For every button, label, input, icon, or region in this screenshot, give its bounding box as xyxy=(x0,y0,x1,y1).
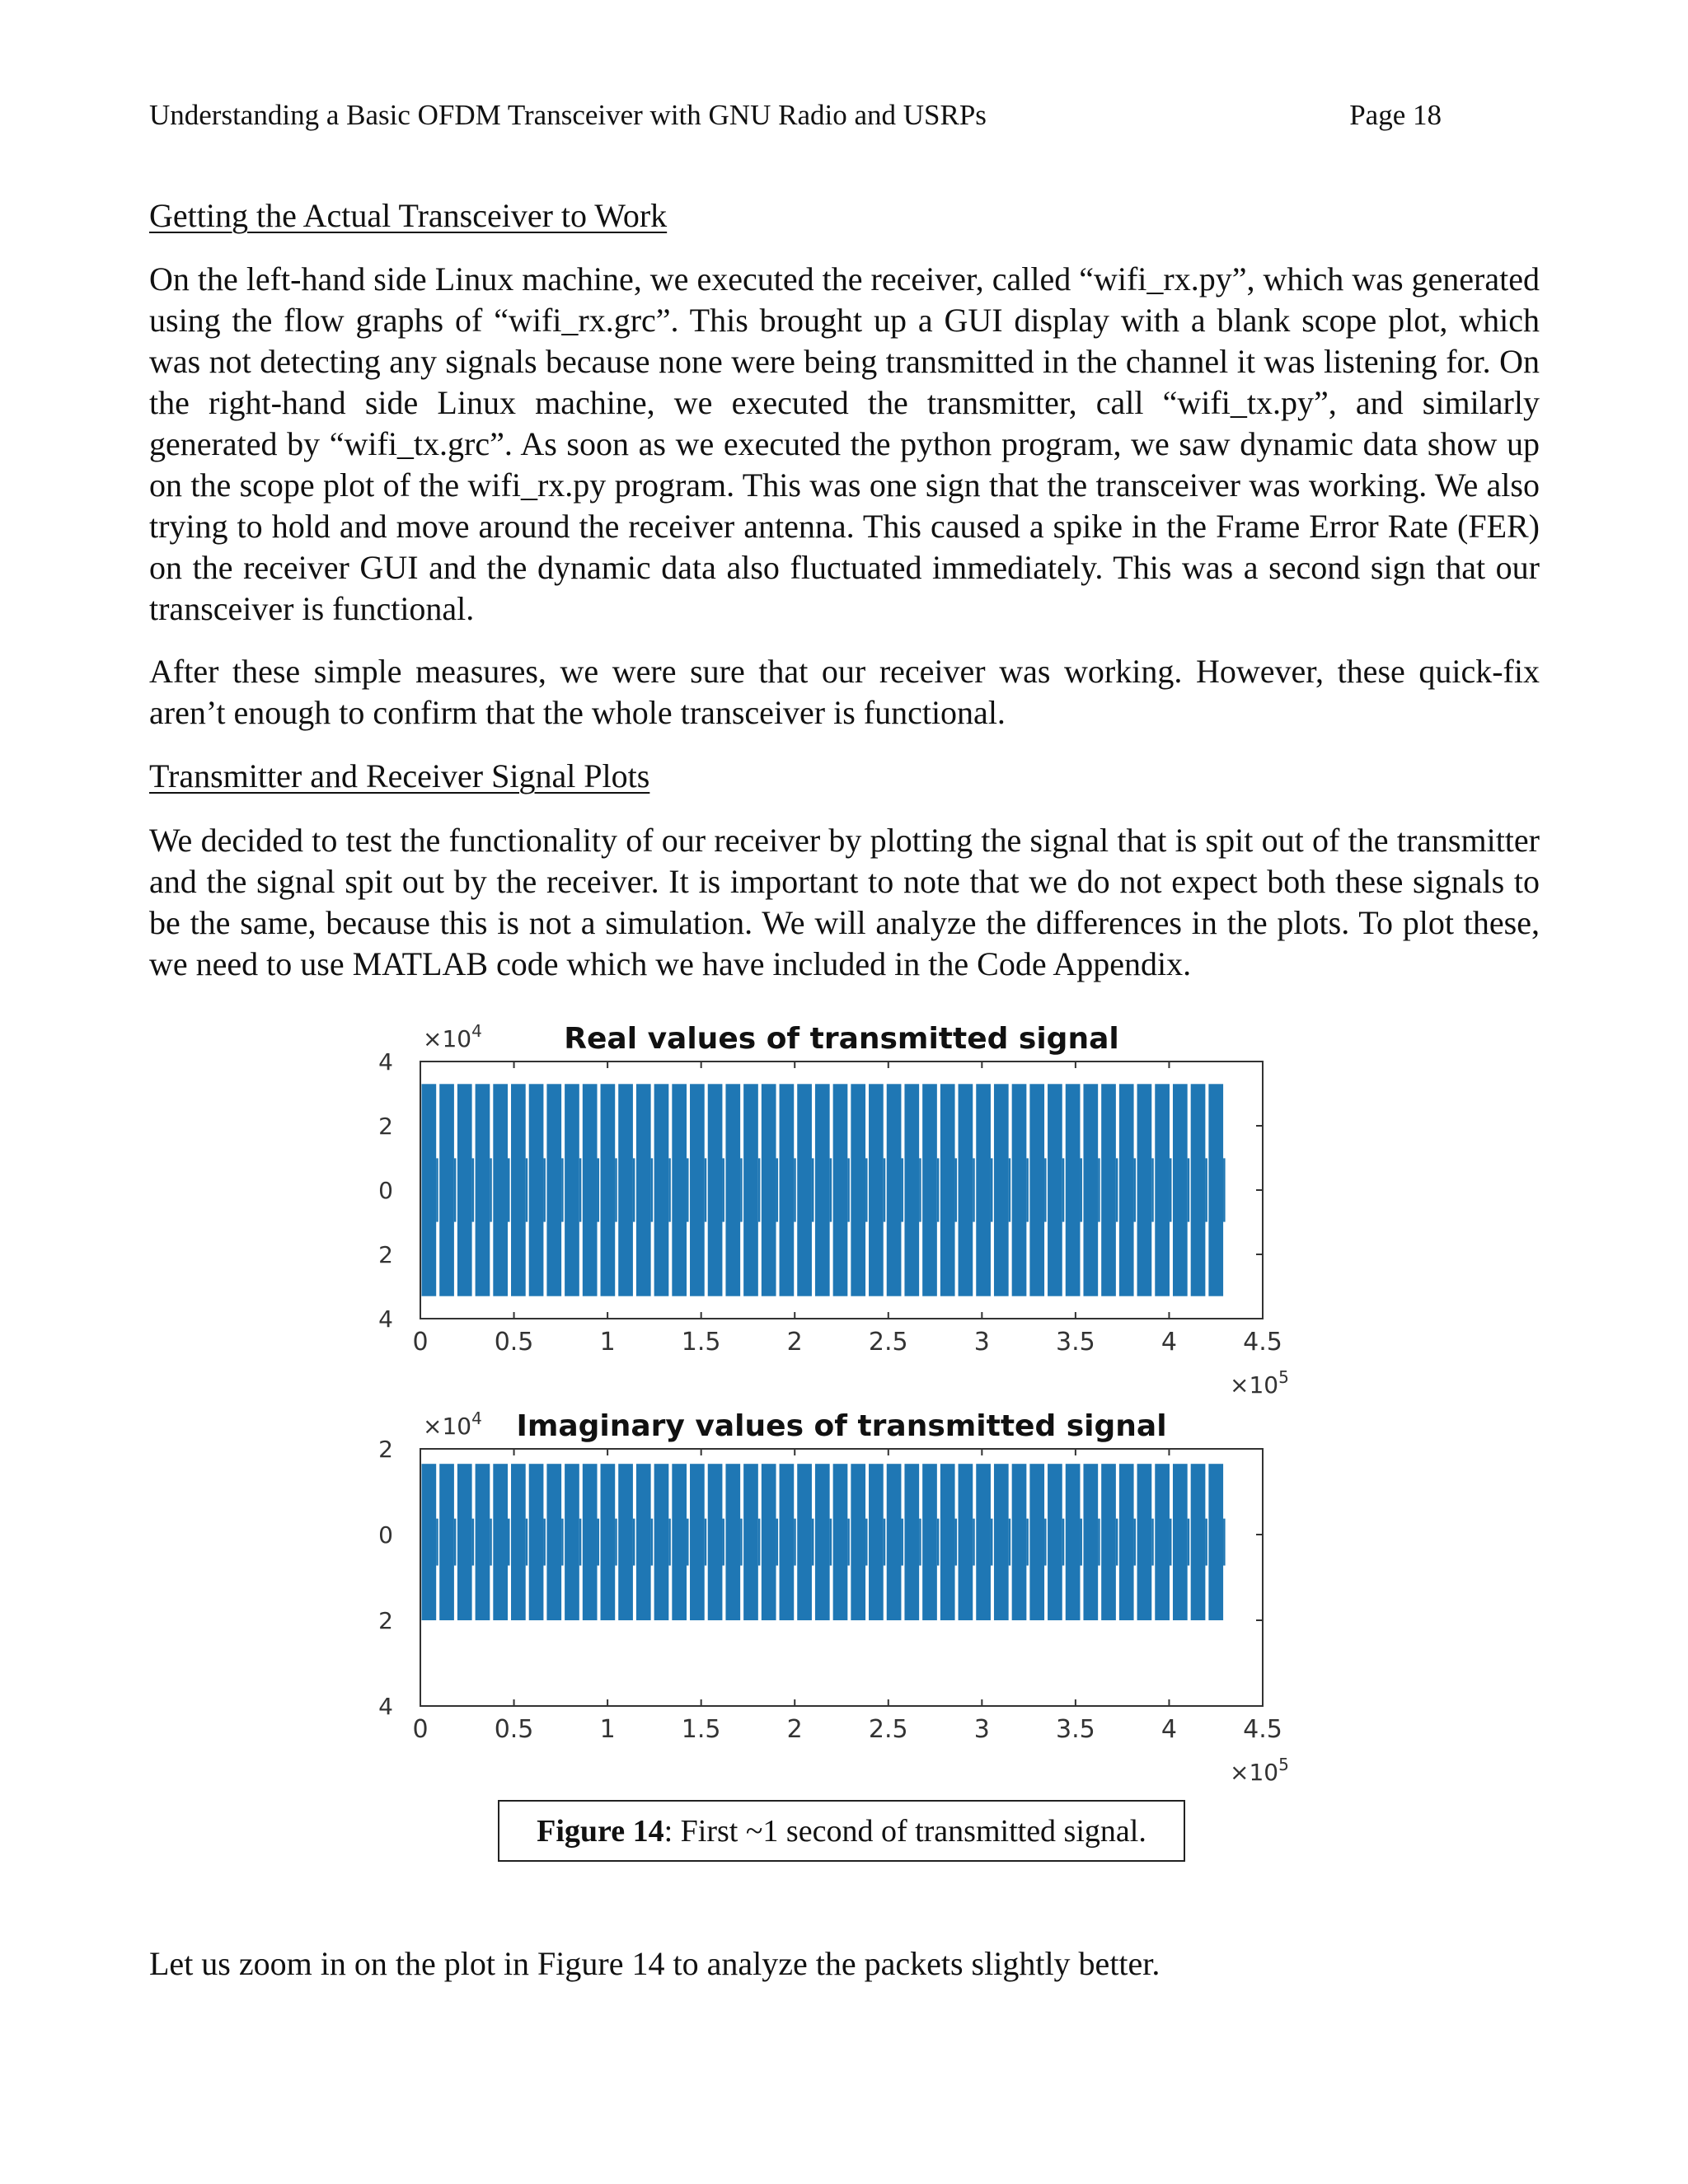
signal-packet-link xyxy=(1205,1158,1207,1221)
signal-packet-link xyxy=(776,1158,779,1221)
x-tick-label: 4.5 xyxy=(1243,1328,1282,1357)
chart-svg xyxy=(363,1397,1294,1784)
x-tick-label: 2 xyxy=(786,1328,803,1357)
signal-packet xyxy=(797,1464,812,1620)
signal-packet-link xyxy=(847,1519,850,1566)
signal-packet-link xyxy=(1026,1158,1029,1221)
signal-packet-link xyxy=(508,1519,510,1566)
signal-packet-link xyxy=(705,1519,707,1566)
y-tick-label: 0 xyxy=(378,1521,393,1549)
signal-packet xyxy=(511,1464,526,1620)
signal-packet-link xyxy=(668,1158,671,1221)
signal-packet xyxy=(565,1464,579,1620)
signal-packet xyxy=(1137,1084,1152,1296)
signal-packet xyxy=(922,1084,937,1296)
header-title: Understanding a Basic OFDM Transceiver with GNU Radio and USRPs xyxy=(149,99,987,131)
signal-packet xyxy=(887,1084,902,1296)
signal-packet-link xyxy=(1205,1519,1207,1566)
signal-packet-link xyxy=(615,1158,617,1221)
signal-packet xyxy=(1066,1084,1081,1296)
signal-packet-link xyxy=(508,1158,510,1221)
signal-packet-link xyxy=(1044,1158,1047,1221)
signal-packet-link xyxy=(1223,1158,1226,1221)
signal-packet xyxy=(1083,1464,1098,1620)
y-tick-label: 2 xyxy=(378,1607,393,1634)
signal-packet xyxy=(1173,1084,1188,1296)
signal-packet-link xyxy=(561,1519,564,1566)
signal-packet-link xyxy=(884,1519,886,1566)
signal-packet-link xyxy=(919,1519,921,1566)
signal-packet xyxy=(780,1084,795,1296)
x-tick-label: 4 xyxy=(1160,1715,1177,1744)
signal-packet xyxy=(815,1084,830,1296)
signal-packet-link xyxy=(865,1158,868,1221)
signal-packet-link xyxy=(1151,1519,1154,1566)
signal-packet xyxy=(959,1084,973,1296)
signal-packet xyxy=(1048,1084,1062,1296)
signal-packet xyxy=(887,1464,902,1620)
signal-packet xyxy=(546,1084,561,1296)
signal-packet xyxy=(1208,1084,1223,1296)
x-tick-label: 3 xyxy=(973,1328,990,1357)
signal-packet-link xyxy=(740,1519,743,1566)
signal-packet-link xyxy=(1080,1519,1082,1566)
signal-packet xyxy=(708,1084,723,1296)
signal-packet xyxy=(743,1464,758,1620)
signal-packet-link xyxy=(1170,1158,1172,1221)
y-multiplier: $\times 10^4$ xyxy=(423,1408,482,1440)
signal-packet-link xyxy=(543,1158,546,1221)
section-heading-transceiver: Getting the Actual Transceiver to Work xyxy=(149,197,668,234)
page-number: Page 18 xyxy=(1349,99,1442,131)
signal-packet-link xyxy=(1134,1519,1137,1566)
signal-packet-link xyxy=(526,1519,528,1566)
signal-packet-link xyxy=(633,1519,635,1566)
signal-packet xyxy=(762,1464,776,1620)
signal-packet-link xyxy=(615,1519,617,1566)
signal-packet-link xyxy=(1134,1158,1137,1221)
signal-packet xyxy=(654,1464,669,1620)
signal-packet-link xyxy=(722,1519,724,1566)
signal-packet xyxy=(601,1084,616,1296)
signal-packet xyxy=(1155,1084,1170,1296)
signal-packet xyxy=(493,1084,508,1296)
signal-packet-link xyxy=(937,1519,940,1566)
signal-packet xyxy=(1083,1084,1098,1296)
signal-packet xyxy=(851,1464,865,1620)
page-header xyxy=(149,99,1442,132)
signal-packet xyxy=(1191,1084,1206,1296)
signal-packet-link xyxy=(1098,1158,1100,1221)
signal-packet-link xyxy=(758,1158,761,1221)
signal-packet-link xyxy=(955,1158,958,1221)
signal-packet-link xyxy=(651,1519,654,1566)
x-tick-label: 2.5 xyxy=(868,1715,908,1744)
signal-packet xyxy=(833,1464,848,1620)
signal-packet xyxy=(833,1084,848,1296)
signal-packet-link xyxy=(901,1158,903,1221)
x-tick-label: 2 xyxy=(786,1715,803,1744)
signal-packet xyxy=(439,1464,454,1620)
x-tick-label: 0 xyxy=(412,1328,429,1357)
signal-packet-link xyxy=(1188,1519,1190,1566)
signal-packet-link xyxy=(722,1158,724,1221)
signal-packet-link xyxy=(955,1519,958,1566)
chart-svg xyxy=(363,1010,1294,1397)
signal-packet xyxy=(1191,1464,1206,1620)
signal-packet-link xyxy=(830,1158,832,1221)
y-tick-label: 2 xyxy=(378,1436,393,1463)
signal-packet xyxy=(1029,1084,1044,1296)
x-tick-label: 4.5 xyxy=(1243,1715,1282,1744)
signal-packet xyxy=(797,1084,812,1296)
chart-imaginary-values xyxy=(363,1397,1294,1784)
signal-packet xyxy=(618,1464,633,1620)
signal-packet-link xyxy=(937,1158,940,1221)
signal-packet-link xyxy=(1151,1158,1154,1221)
signal-packet-link xyxy=(687,1158,689,1221)
signal-packet xyxy=(922,1464,937,1620)
y-tick-label: 2 xyxy=(378,1241,393,1268)
signal-packet-link xyxy=(865,1519,868,1566)
x-tick-label: 1.5 xyxy=(681,1328,721,1357)
paragraph-transceiver: On the left-hand side Linux machine, we executed the receiver, called “wifi_rx.py”, which was generated using the flow graphs of “wifi_rx.grc”. This brought up a GUI display with a blank scope plot, which was not detecting any signals because none were being transmitted in the channel it was listening for. On the right-hand side Linux machine, we executed the transmitter, call “wifi_tx.py”, and similarly generated by “wifi_tx.grc”. As soon as we executed the python program, we saw dynamic data show up on the scope plot of the wifi_rx.py program. This was one sign that the transceiver was working. We also trying to hold and move around the receiver antenna. This caused a spike in the Frame Error Rate (FER) on the receiver GUI and the dynamic data also fluctuated immediately. This was a second sign that our transceiver is functional. xyxy=(149,260,1540,627)
signal-packet xyxy=(1137,1464,1152,1620)
signal-packet xyxy=(1029,1464,1044,1620)
signal-packet xyxy=(869,1084,884,1296)
x-multiplier: $\times 10^5$ xyxy=(1230,1755,1289,1786)
signal-packet xyxy=(725,1084,740,1296)
signal-packet-link xyxy=(991,1519,993,1566)
signal-packet-link xyxy=(1062,1158,1065,1221)
x-tick-label: 1 xyxy=(599,1715,616,1744)
signal-packet-link xyxy=(705,1158,707,1221)
signal-packet-link xyxy=(490,1158,492,1221)
signal-packet-link xyxy=(436,1519,438,1566)
signal-packet xyxy=(601,1464,616,1620)
figure-caption-text: : First ~1 second of transmitted signal. xyxy=(663,1813,1146,1849)
signal-packet-link xyxy=(579,1519,582,1566)
signal-packet-link xyxy=(847,1158,850,1221)
signal-packet xyxy=(529,1464,544,1620)
signal-packet-link xyxy=(973,1158,975,1221)
x-multiplier: $\times 10^5$ xyxy=(1230,1367,1289,1399)
x-tick-label: 0.5 xyxy=(494,1715,534,1744)
signal-packet xyxy=(1173,1464,1188,1620)
signal-packet-link xyxy=(1116,1158,1118,1221)
signal-packet-link xyxy=(687,1519,689,1566)
signal-packet xyxy=(959,1464,973,1620)
figure-caption xyxy=(498,1800,1185,1862)
signal-packet-link xyxy=(1170,1519,1172,1566)
signal-packet-link xyxy=(543,1519,546,1566)
signal-packet-link xyxy=(973,1519,975,1566)
signal-packet xyxy=(904,1464,919,1620)
signal-packet-link xyxy=(830,1519,832,1566)
x-tick-label: 3.5 xyxy=(1056,1715,1095,1744)
x-tick-label: 0 xyxy=(412,1715,429,1744)
signal-packet xyxy=(1155,1464,1170,1620)
signal-packet xyxy=(529,1084,544,1296)
signal-packet-link xyxy=(436,1158,438,1221)
signal-packet xyxy=(583,1084,598,1296)
signal-packet xyxy=(994,1464,1009,1620)
figure-label: Figure 14 xyxy=(537,1813,664,1849)
signal-packet xyxy=(1208,1464,1223,1620)
signal-packet xyxy=(869,1464,884,1620)
signal-packet-link xyxy=(1009,1158,1011,1221)
signal-packet xyxy=(1119,1464,1134,1620)
signal-packet-link xyxy=(740,1158,743,1221)
signal-packet xyxy=(1101,1464,1116,1620)
signal-packet xyxy=(815,1464,830,1620)
signal-packet-link xyxy=(758,1519,761,1566)
signal-packet-link xyxy=(579,1158,582,1221)
signal-packet xyxy=(1048,1464,1062,1620)
x-tick-label: 3 xyxy=(973,1715,990,1744)
y-multiplier: $\times 10^4$ xyxy=(423,1021,482,1052)
signal-packet xyxy=(476,1084,490,1296)
signal-packet xyxy=(851,1084,865,1296)
signal-packet xyxy=(583,1464,598,1620)
signal-packet-link xyxy=(794,1519,796,1566)
signal-packet xyxy=(654,1084,669,1296)
signal-packet xyxy=(493,1464,508,1620)
signal-packet xyxy=(904,1084,919,1296)
signal-packet xyxy=(762,1084,776,1296)
signal-packet xyxy=(672,1084,687,1296)
signal-packet xyxy=(976,1084,991,1296)
signal-packet-link xyxy=(454,1519,457,1566)
y-tick-label: 4 xyxy=(378,1305,393,1333)
y-tick-label: 0 xyxy=(378,1177,393,1204)
signal-packet-link xyxy=(794,1158,796,1221)
chart-title: Imaginary values of transmitted signal xyxy=(516,1409,1167,1443)
signal-packet-link xyxy=(776,1519,779,1566)
signal-packet xyxy=(725,1464,740,1620)
signal-packet xyxy=(476,1464,490,1620)
signal-packet xyxy=(1012,1464,1027,1620)
signal-packet xyxy=(976,1464,991,1620)
signal-packet xyxy=(940,1464,955,1620)
x-tick-label: 4 xyxy=(1160,1328,1177,1357)
signal-packet xyxy=(1119,1084,1134,1296)
signal-packet-link xyxy=(812,1519,814,1566)
signal-packet xyxy=(457,1084,472,1296)
x-tick-label: 3.5 xyxy=(1056,1328,1095,1357)
chart-real-values xyxy=(363,1010,1294,1397)
signal-packet-link xyxy=(1223,1519,1226,1566)
x-tick-label: 2.5 xyxy=(868,1328,908,1357)
signal-packet-link xyxy=(472,1519,475,1566)
signal-packet-link xyxy=(668,1519,671,1566)
signal-packet-link xyxy=(1044,1519,1047,1566)
signal-packet xyxy=(994,1084,1009,1296)
x-tick-label: 0.5 xyxy=(494,1328,534,1357)
signal-packet-link xyxy=(1009,1519,1011,1566)
signal-packet xyxy=(1101,1084,1116,1296)
signal-packet xyxy=(690,1084,705,1296)
paragraph-measures: After these simple measures, we were sure that our receiver was working. However, these quick-fix aren’t enough to confirm that the whole transceiver is functional. xyxy=(149,653,1540,731)
paragraph-signal-plots: We decided to test the functionality of our receiver by plotting the signal that is spit out of the transmitter and the signal spit out by the receiver. It is important to note that we do not expect both these signals to be the same, because this is not a simulation. We will analyze the differences in the plots. To plot these, we need to use MATLAB code which we have included in the Code Appendix. xyxy=(149,822,1540,982)
signal-packet xyxy=(672,1464,687,1620)
signal-packet-link xyxy=(884,1158,886,1221)
signal-packet xyxy=(940,1084,955,1296)
signal-packet xyxy=(780,1464,795,1620)
section-heading-signal-plots: Transmitter and Receiver Signal Plots xyxy=(149,757,650,794)
signal-packet xyxy=(565,1084,579,1296)
signal-packet-link xyxy=(1026,1519,1029,1566)
signal-packet xyxy=(636,1464,651,1620)
signal-packet xyxy=(511,1084,526,1296)
paragraph-closing: Let us zoom in on the plot in Figure 14 to analyze the packets slightly better. xyxy=(149,1945,1160,1982)
signal-packet xyxy=(439,1084,454,1296)
signal-packet xyxy=(1066,1464,1081,1620)
signal-packet-link xyxy=(598,1158,600,1221)
signal-packet xyxy=(690,1464,705,1620)
signal-packet xyxy=(743,1084,758,1296)
x-tick-label: 1 xyxy=(599,1328,616,1357)
signal-packet-link xyxy=(454,1158,457,1221)
signal-packet-link xyxy=(1188,1158,1190,1221)
signal-packet xyxy=(422,1464,437,1620)
signal-packet xyxy=(618,1084,633,1296)
signal-packet-link xyxy=(526,1158,528,1221)
signal-packet-link xyxy=(1116,1519,1118,1566)
chart-title: Real values of transmitted signal xyxy=(564,1022,1119,1056)
signal-packet-link xyxy=(633,1158,635,1221)
signal-packet xyxy=(1012,1084,1027,1296)
signal-packet-link xyxy=(561,1158,564,1221)
y-tick-label: 4 xyxy=(378,1693,393,1720)
signal-packet-link xyxy=(1098,1519,1100,1566)
signal-packet xyxy=(636,1084,651,1296)
signal-packet xyxy=(457,1464,472,1620)
signal-packet xyxy=(708,1464,723,1620)
signal-packet xyxy=(546,1464,561,1620)
signal-packet-link xyxy=(1062,1519,1065,1566)
signal-packet-link xyxy=(598,1519,600,1566)
signal-packet-link xyxy=(490,1519,492,1566)
signal-packet-link xyxy=(812,1158,814,1221)
signal-packet-link xyxy=(472,1158,475,1221)
y-tick-label: 4 xyxy=(378,1048,393,1076)
signal-packet-link xyxy=(651,1158,654,1221)
signal-packet-link xyxy=(991,1158,993,1221)
x-tick-label: 1.5 xyxy=(681,1715,721,1744)
signal-packet-link xyxy=(901,1519,903,1566)
signal-packet xyxy=(422,1084,437,1296)
signal-packet-link xyxy=(1080,1158,1082,1221)
y-tick-label: 2 xyxy=(378,1113,393,1140)
signal-packet-link xyxy=(919,1158,921,1221)
